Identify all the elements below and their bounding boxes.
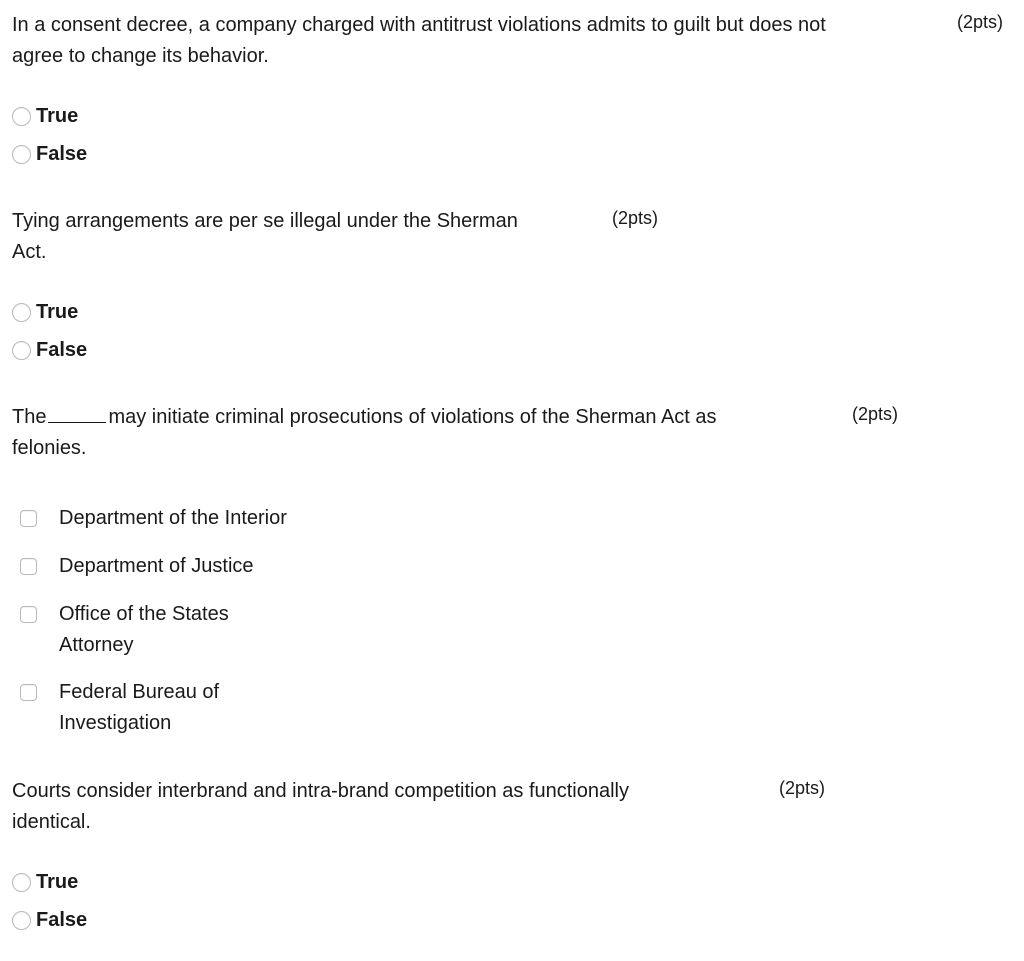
checkbox[interactable]	[20, 510, 37, 527]
question-2-line-2: Act.	[12, 241, 47, 263]
question-2	[12, 206, 712, 366]
question-3-option-states-attorney[interactable]	[20, 599, 420, 661]
question-1-points: (2pts)	[957, 12, 1004, 32]
question-4-text	[12, 776, 629, 838]
question-2-line-1: Tying arrangements are per se illegal under the Sherman	[12, 210, 518, 232]
option-label	[59, 551, 254, 582]
question-1-option-false[interactable]	[12, 141, 87, 167]
option-label-line-1: Department of the Interior	[59, 507, 287, 529]
option-label-line-1: Department of Justice	[59, 555, 254, 577]
question-3-line-1	[12, 402, 717, 433]
question-4	[12, 776, 862, 941]
question-4-line-2: identical.	[12, 811, 91, 833]
question-1-text	[12, 10, 826, 72]
option-label: True	[36, 301, 79, 323]
question-2-option-true[interactable]	[12, 299, 78, 325]
checkbox[interactable]	[20, 684, 37, 701]
checkbox[interactable]	[20, 606, 37, 623]
question-4-option-true[interactable]	[12, 869, 78, 895]
question-3-option-fbi[interactable]	[20, 677, 420, 739]
question-3-line-2: felonies.	[12, 437, 87, 459]
option-label-line-1: Federal Bureau of	[59, 681, 220, 703]
radio-button[interactable]	[12, 911, 31, 930]
radio-button[interactable]	[12, 145, 31, 164]
option-label: True	[36, 105, 79, 127]
question-1-line-1: In a consent decree, a company charged with antitrust violations admits to guilt but does not	[12, 14, 826, 36]
question-4-option-false[interactable]	[12, 907, 87, 933]
option-label	[59, 677, 219, 739]
question-3-option-justice[interactable]	[20, 551, 420, 582]
question-2-points: (2pts)	[612, 208, 659, 228]
radio-button[interactable]	[12, 303, 31, 322]
question-3	[12, 402, 962, 742]
option-label-line-1: Office of the States	[59, 603, 229, 625]
radio-button[interactable]	[12, 873, 31, 892]
question-3-text-after-blank: may initiate criminal prosecutions of violations of the Sherman Act as	[108, 406, 717, 428]
question-4-points: (2pts)	[779, 778, 826, 798]
question-3-points: (2pts)	[852, 404, 899, 424]
question-1-line-2: agree to change its behavior.	[12, 45, 269, 67]
fill-in-blank	[48, 403, 106, 423]
checkbox[interactable]	[20, 558, 37, 575]
question-1-option-true[interactable]	[12, 103, 78, 129]
option-label: False	[36, 143, 88, 165]
question-1	[12, 10, 1012, 170]
question-2-option-false[interactable]	[12, 337, 87, 363]
option-label	[59, 599, 229, 661]
radio-button[interactable]	[12, 341, 31, 360]
question-3-text	[12, 402, 717, 464]
option-label: False	[36, 909, 88, 931]
option-label-line-2: Attorney	[59, 634, 134, 656]
option-label	[59, 503, 287, 534]
radio-button[interactable]	[12, 107, 31, 126]
option-label-line-2: Investigation	[59, 712, 172, 734]
option-label: False	[36, 339, 88, 361]
question-4-line-1: Courts consider interbrand and intra-brand competition as functionally	[12, 780, 630, 802]
question-3-text-before-blank: The	[12, 406, 47, 428]
option-label: True	[36, 871, 79, 893]
question-3-option-interior[interactable]	[20, 503, 420, 534]
question-2-text	[12, 206, 518, 268]
